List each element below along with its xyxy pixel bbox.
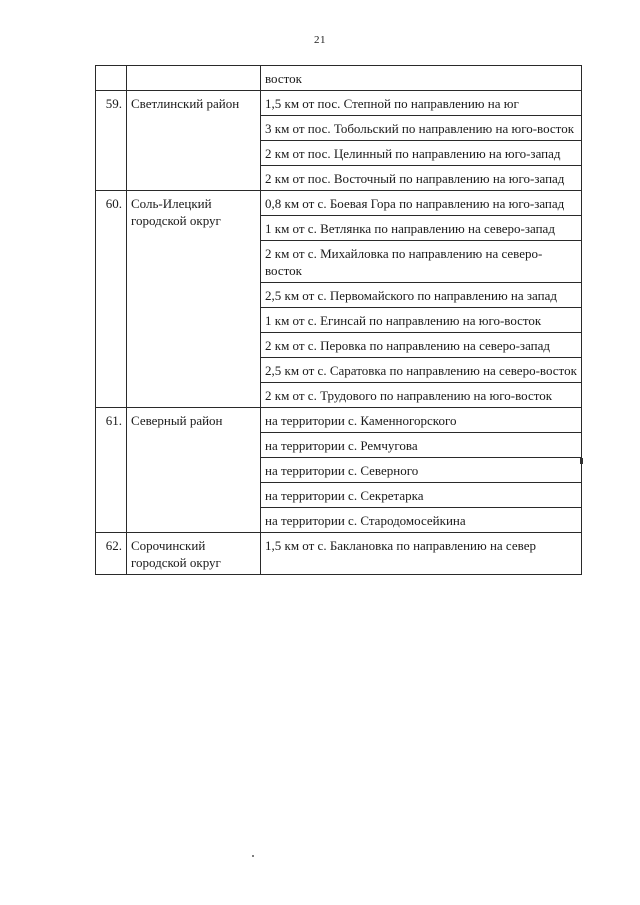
district-name: [127, 66, 261, 91]
table-row: [96, 66, 582, 91]
table-row: [96, 91, 582, 116]
district-name: Светлинский район: [127, 91, 261, 191]
location-description: на территории с. Каменногорского: [261, 408, 582, 433]
location-description: 0,8 км от с. Боевая Гора по направлению на юго-запад: [261, 191, 582, 216]
page-number: 21: [314, 34, 326, 46]
row-number: 62.: [96, 533, 127, 575]
row-number: [96, 66, 127, 91]
row-number: 61.: [96, 408, 127, 533]
location-description: 1,5 км от с. Баклановка по направлению на север: [261, 533, 582, 575]
location-description: 2 км от пос. Восточный по направлению на юго-запад: [261, 166, 582, 191]
location-description: 2,5 км от с. Первомайского по направлению на запад: [261, 283, 582, 308]
table-row: [96, 533, 582, 575]
table-row: [96, 191, 582, 216]
table-row: [96, 408, 582, 433]
location-description: 2 км от с. Перовка по направлению на северо-запад: [261, 333, 582, 358]
district-name: Соль-Илецкий городской округ: [127, 191, 261, 408]
location-description: на территории с. Секретарка: [261, 483, 582, 508]
location-description: 2 км от пос. Целинный по направлению на юго-запад: [261, 141, 582, 166]
location-description: восток: [261, 66, 582, 91]
row-number: 59.: [96, 91, 127, 191]
locations-table: [95, 65, 582, 575]
location-description: на территории с. Ремчугова: [261, 433, 582, 458]
row-number: 60.: [96, 191, 127, 408]
location-description: на территории с. Северного: [261, 458, 582, 483]
scan-mark: [580, 458, 583, 464]
location-description: 3 км от пос. Тобольский по направлению на юго-восток: [261, 116, 582, 141]
location-description: 1 км от с. Егинсай по направлению на юго-восток: [261, 308, 582, 333]
location-description: 1,5 км от пос. Степной по направлению на юг: [261, 91, 582, 116]
location-description: 1 км от с. Ветлянка по направлению на северо-запад: [261, 216, 582, 241]
location-description: на территории с. Стародомосейкина: [261, 508, 582, 533]
district-name: Сорочинский городской округ: [127, 533, 261, 575]
location-description: 2 км от с. Трудового по направлению на юго-восток: [261, 383, 582, 408]
scan-dot: [252, 855, 254, 857]
location-description: 2 км от с. Михайловка по направлению на северо-восток: [261, 241, 582, 283]
location-description: 2,5 км от с. Саратовка по направлению на северо-восток: [261, 358, 582, 383]
district-name: Северный район: [127, 408, 261, 533]
